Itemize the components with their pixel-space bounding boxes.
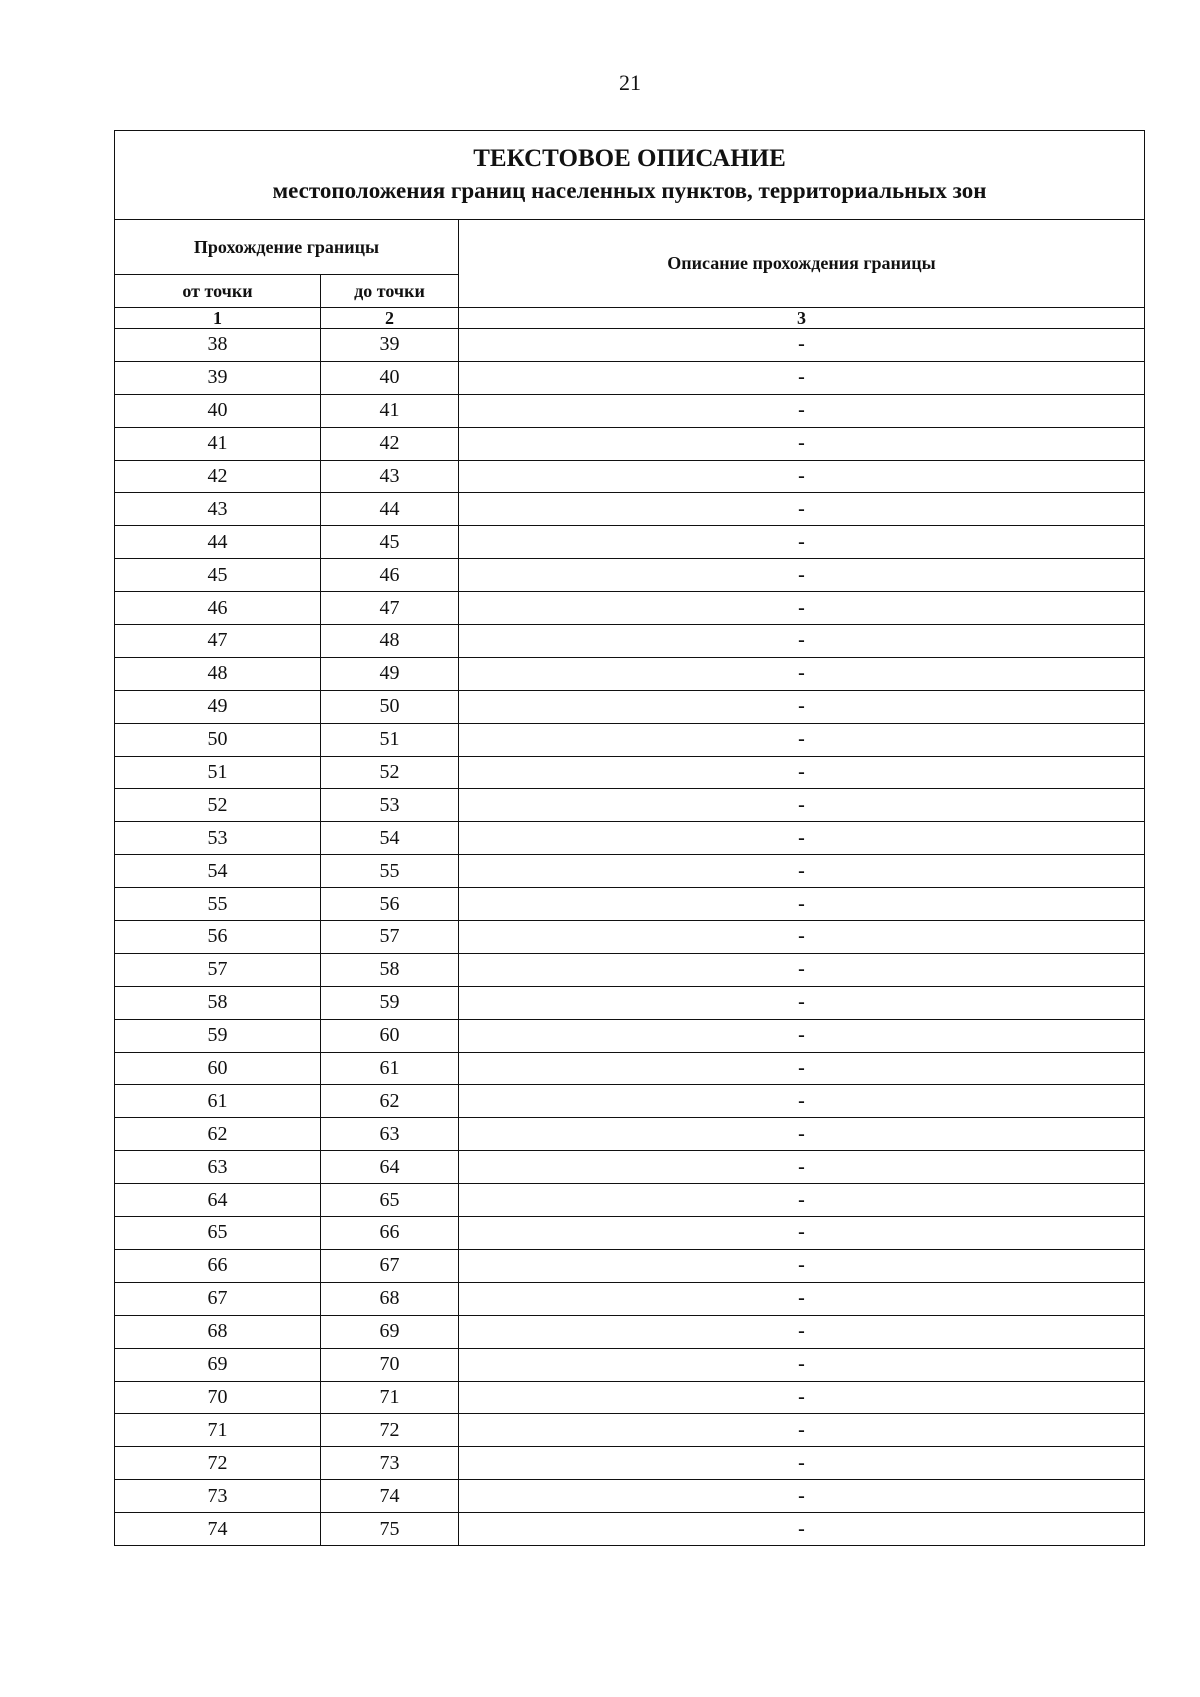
description-cell: - — [459, 1249, 1145, 1282]
to-point-cell: 70 — [321, 1348, 459, 1381]
table-row — [115, 1085, 1145, 1118]
from-point-cell: 66 — [115, 1249, 321, 1282]
to-point-cell: 40 — [321, 361, 459, 394]
to-point-cell: 49 — [321, 657, 459, 690]
description-cell: - — [459, 1019, 1145, 1052]
to-point-cell: 71 — [321, 1381, 459, 1414]
from-point-cell: 50 — [115, 723, 321, 756]
column-number-1: 1 — [115, 308, 321, 329]
table-row — [115, 953, 1145, 986]
from-point-cell: 56 — [115, 921, 321, 954]
to-point-cell: 58 — [321, 953, 459, 986]
from-point-cell: 54 — [115, 855, 321, 888]
table-row — [115, 1381, 1145, 1414]
to-point-cell: 50 — [321, 690, 459, 723]
from-point-cell: 39 — [115, 361, 321, 394]
from-point-cell: 69 — [115, 1348, 321, 1381]
from-point-cell: 44 — [115, 526, 321, 559]
description-cell: - — [459, 394, 1145, 427]
table-row — [115, 1348, 1145, 1381]
from-point-cell: 58 — [115, 986, 321, 1019]
table-row — [115, 1217, 1145, 1250]
to-point-cell: 72 — [321, 1414, 459, 1447]
from-point-cell: 55 — [115, 888, 321, 921]
to-point-cell: 52 — [321, 756, 459, 789]
to-point-cell: 59 — [321, 986, 459, 1019]
to-point-cell: 61 — [321, 1052, 459, 1085]
table-row — [115, 1513, 1145, 1546]
table-row — [115, 888, 1145, 921]
description-cell: - — [459, 690, 1145, 723]
table-row — [115, 657, 1145, 690]
description-cell: - — [459, 1315, 1145, 1348]
table-row — [115, 690, 1145, 723]
table-row — [115, 1282, 1145, 1315]
from-point-cell: 57 — [115, 953, 321, 986]
table-title: ТЕКСТОВОЕ ОПИСАНИЕ — [473, 145, 786, 172]
from-point-cell: 74 — [115, 1513, 321, 1546]
table-row — [115, 361, 1145, 394]
from-point-cell: 65 — [115, 1217, 321, 1250]
table-row — [115, 789, 1145, 822]
from-point-cell: 46 — [115, 592, 321, 625]
from-point-cell: 71 — [115, 1414, 321, 1447]
table-row — [115, 986, 1145, 1019]
to-point-cell: 67 — [321, 1249, 459, 1282]
description-cell: - — [459, 855, 1145, 888]
to-point-cell: 63 — [321, 1118, 459, 1151]
description-cell: - — [459, 1085, 1145, 1118]
table-body — [115, 131, 1145, 1546]
to-point-cell: 43 — [321, 460, 459, 493]
description-cell: - — [459, 329, 1145, 362]
table-row — [115, 1052, 1145, 1085]
table-row — [115, 1480, 1145, 1513]
description-cell: - — [459, 460, 1145, 493]
to-point-cell: 46 — [321, 559, 459, 592]
table-row — [115, 427, 1145, 460]
column-number-3: 3 — [459, 308, 1145, 329]
table-row — [115, 723, 1145, 756]
table-row — [115, 1118, 1145, 1151]
description-cell: - — [459, 427, 1145, 460]
to-point-cell: 39 — [321, 329, 459, 362]
to-point-cell: 44 — [321, 493, 459, 526]
description-cell: - — [459, 1480, 1145, 1513]
to-point-cell: 75 — [321, 1513, 459, 1546]
to-point-cell: 65 — [321, 1184, 459, 1217]
table-row — [115, 329, 1145, 362]
from-point-cell: 68 — [115, 1315, 321, 1348]
from-point-cell: 53 — [115, 822, 321, 855]
description-cell: - — [459, 559, 1145, 592]
header-description: Описание прохождения границы — [459, 220, 1145, 308]
to-point-cell: 47 — [321, 592, 459, 625]
from-point-cell: 70 — [115, 1381, 321, 1414]
to-point-cell: 56 — [321, 888, 459, 921]
to-point-cell: 62 — [321, 1085, 459, 1118]
column-number-2: 2 — [321, 308, 459, 329]
column-number-row — [115, 308, 1145, 329]
description-cell: - — [459, 1348, 1145, 1381]
table-title-cell — [115, 131, 1145, 220]
to-point-cell: 45 — [321, 526, 459, 559]
to-point-cell: 64 — [321, 1151, 459, 1184]
from-point-cell: 40 — [115, 394, 321, 427]
table-row — [115, 493, 1145, 526]
from-point-cell: 51 — [115, 756, 321, 789]
to-point-cell: 42 — [321, 427, 459, 460]
table-row — [115, 559, 1145, 592]
table-row — [115, 822, 1145, 855]
description-cell: - — [459, 723, 1145, 756]
from-point-cell: 42 — [115, 460, 321, 493]
from-point-cell: 38 — [115, 329, 321, 362]
to-point-cell: 48 — [321, 625, 459, 658]
table-row — [115, 625, 1145, 658]
description-cell: - — [459, 1282, 1145, 1315]
boundary-description-table — [114, 130, 1145, 1546]
from-point-cell: 64 — [115, 1184, 321, 1217]
table-row — [115, 921, 1145, 954]
description-cell: - — [459, 1447, 1145, 1480]
page-number: 21 — [619, 70, 641, 95]
table-row — [115, 394, 1145, 427]
to-point-cell: 54 — [321, 822, 459, 855]
description-cell: - — [459, 1118, 1145, 1151]
from-point-cell: 63 — [115, 1151, 321, 1184]
description-cell: - — [459, 789, 1145, 822]
to-point-cell: 55 — [321, 855, 459, 888]
from-point-cell: 43 — [115, 493, 321, 526]
description-cell: - — [459, 493, 1145, 526]
description-cell: - — [459, 756, 1145, 789]
to-point-cell: 41 — [321, 394, 459, 427]
from-point-cell: 61 — [115, 1085, 321, 1118]
description-cell: - — [459, 1513, 1145, 1546]
table-row — [115, 1249, 1145, 1282]
from-point-cell: 49 — [115, 690, 321, 723]
description-cell: - — [459, 1184, 1145, 1217]
description-cell: - — [459, 592, 1145, 625]
from-point-cell: 52 — [115, 789, 321, 822]
table-row — [115, 756, 1145, 789]
table-row — [115, 1414, 1145, 1447]
from-point-cell: 48 — [115, 657, 321, 690]
title-row — [115, 131, 1145, 220]
table-row — [115, 855, 1145, 888]
header-boundary-passage: Прохождение границы — [115, 220, 459, 275]
from-point-cell: 45 — [115, 559, 321, 592]
to-point-cell: 66 — [321, 1217, 459, 1250]
description-cell: - — [459, 1052, 1145, 1085]
table-row — [115, 460, 1145, 493]
description-cell: - — [459, 361, 1145, 394]
to-point-cell: 60 — [321, 1019, 459, 1052]
to-point-cell: 53 — [321, 789, 459, 822]
to-point-cell: 73 — [321, 1447, 459, 1480]
description-cell: - — [459, 953, 1145, 986]
from-point-cell: 72 — [115, 1447, 321, 1480]
description-cell: - — [459, 526, 1145, 559]
description-cell: - — [459, 986, 1145, 1019]
from-point-cell: 59 — [115, 1019, 321, 1052]
header-from-point: от точки — [115, 275, 321, 308]
from-point-cell: 47 — [115, 625, 321, 658]
to-point-cell: 74 — [321, 1480, 459, 1513]
from-point-cell: 67 — [115, 1282, 321, 1315]
table-row — [115, 1151, 1145, 1184]
table-row — [115, 1019, 1145, 1052]
description-cell: - — [459, 822, 1145, 855]
from-point-cell: 41 — [115, 427, 321, 460]
table-row — [115, 1315, 1145, 1348]
table-row — [115, 526, 1145, 559]
table-subtitle: местоположения границ населенных пунктов, территориальных зон — [272, 178, 987, 203]
description-cell: - — [459, 888, 1145, 921]
description-cell: - — [459, 1381, 1145, 1414]
from-point-cell: 60 — [115, 1052, 321, 1085]
description-cell: - — [459, 921, 1145, 954]
header-to-point: до точки — [321, 275, 459, 308]
description-cell: - — [459, 1217, 1145, 1250]
to-point-cell: 57 — [321, 921, 459, 954]
table-row — [115, 1447, 1145, 1480]
header-row-group — [115, 220, 1145, 275]
table-row — [115, 1184, 1145, 1217]
to-point-cell: 69 — [321, 1315, 459, 1348]
description-cell: - — [459, 1414, 1145, 1447]
description-cell: - — [459, 657, 1145, 690]
description-cell: - — [459, 1151, 1145, 1184]
to-point-cell: 51 — [321, 723, 459, 756]
description-cell: - — [459, 625, 1145, 658]
from-point-cell: 73 — [115, 1480, 321, 1513]
from-point-cell: 62 — [115, 1118, 321, 1151]
table-row — [115, 592, 1145, 625]
to-point-cell: 68 — [321, 1282, 459, 1315]
